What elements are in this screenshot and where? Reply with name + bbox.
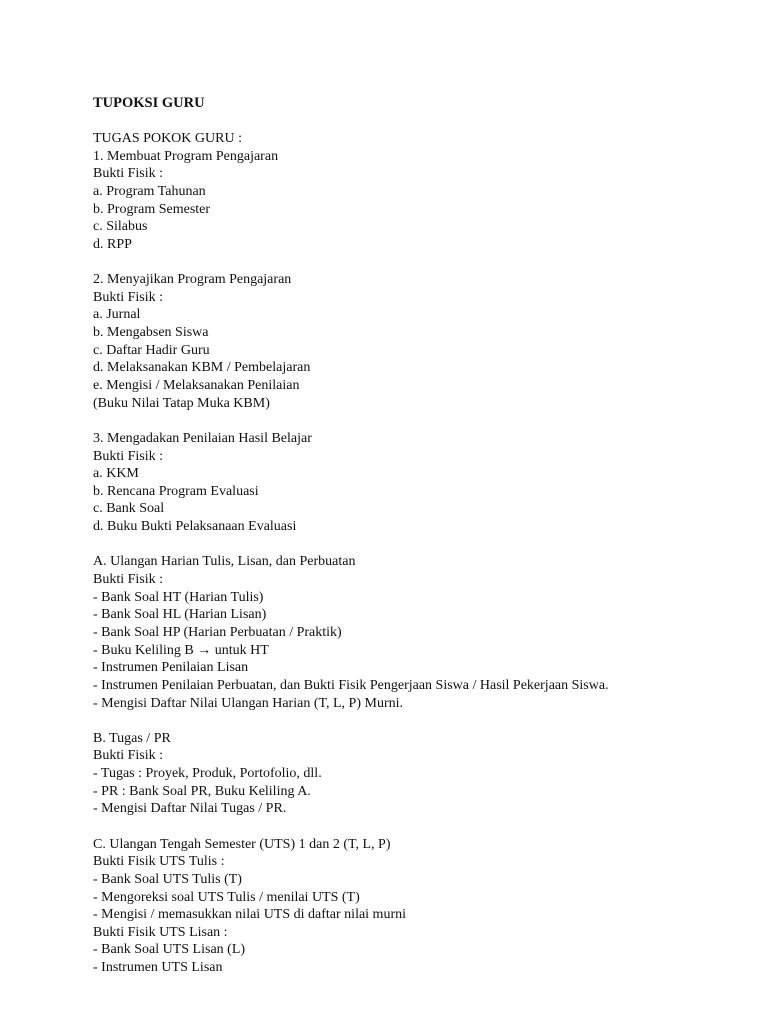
text-line: (Buku Nilai Tatap Muka KBM) [93, 395, 270, 411]
text-line: - PR : Bank Soal PR, Buku Keliling A. [93, 783, 311, 799]
text-line: - Buku Keliling B → untuk HT [93, 642, 269, 658]
document-body [93, 130, 609, 977]
text-line: Bukti Fisik : [93, 572, 164, 588]
text-line: - Mengisi / memasukkan nilai UTS di daftar nilai murni [93, 907, 406, 923]
blank-line [93, 253, 609, 271]
text-line: B. Tugas / PR [93, 730, 171, 746]
text-line: - Instrumen UTS Lisan [93, 960, 223, 976]
text-line: c. Bank Soal [93, 501, 165, 517]
text-line: Bukti Fisik UTS Lisan : [93, 924, 228, 940]
blank-line [93, 818, 609, 836]
text-line: Bukti Fisik : [93, 748, 164, 764]
text-line: Bukti Fisik : [93, 166, 164, 182]
text-line: 1. Membuat Program Pengajaran [93, 148, 279, 164]
text-line: a. KKM [93, 466, 139, 482]
blank-line [93, 536, 609, 554]
blank-line [93, 412, 609, 430]
text-line: - Mengisi Daftar Nilai Tugas / PR. [93, 801, 287, 817]
document-title: TUPOKSI GURU [93, 95, 205, 111]
text-line: d. Buku Bukti Pelaksanaan Evaluasi [93, 519, 297, 535]
text-line: - Bank Soal HT (Harian Tulis) [93, 589, 264, 605]
text-line: d. Melaksanakan KBM / Pembelajaran [93, 360, 311, 376]
text-line: - Bank Soal UTS Lisan (L) [93, 942, 246, 958]
blank-line [93, 712, 609, 730]
text-line: d. RPP [93, 236, 132, 252]
text-line: A. Ulangan Harian Tulis, Lisan, dan Perbuatan [93, 554, 356, 570]
text-line: 2. Menyajikan Program Pengajaran [93, 272, 292, 288]
text-line: - Instrumen Penilaian Perbuatan, dan Bukti Fisik Pengerjaan Siswa / Hasil Pekerjaan Siswa. [93, 677, 609, 693]
text-line: b. Program Semester [93, 201, 211, 217]
text-line: Bukti Fisik UTS Tulis : [93, 854, 225, 870]
text-line: b. Mengabsen Siswa [93, 325, 209, 341]
text-line: c. Daftar Hadir Guru [93, 342, 210, 358]
text-line: 3. Mengadakan Penilaian Hasil Belajar [93, 430, 312, 446]
text-line: Bukti Fisik : [93, 448, 164, 464]
text-line: e. Mengisi / Melaksanakan Penilaian [93, 377, 300, 393]
text-line: - Mengisi Daftar Nilai Ulangan Harian (T, L, P) Murni. [93, 695, 403, 711]
text-line: - Tugas : Proyek, Produk, Portofolio, dll. [93, 766, 322, 782]
text-line: TUGAS POKOK GURU : [93, 131, 242, 146]
text-line: Bukti Fisik : [93, 289, 164, 305]
text-line: - Bank Soal HP (Harian Perbuatan / Praktik) [93, 624, 342, 640]
text-line: - Mengoreksi soal UTS Tulis / menilai UTS (T) [93, 889, 360, 905]
text-line: c. Silabus [93, 219, 148, 235]
text-line: b. Rencana Program Evaluasi [93, 483, 259, 499]
text-line: - Bank Soal HL (Harian Lisan) [93, 607, 267, 623]
text-line: - Instrumen Penilaian Lisan [93, 660, 249, 676]
text-line: C. Ulangan Tengah Semester (UTS) 1 dan 2 (T, L, P) [93, 836, 391, 852]
text-line: a. Jurnal [93, 307, 141, 323]
text-line: a. Program Tahunan [93, 183, 206, 199]
text-line: - Bank Soal UTS Tulis (T) [93, 871, 242, 887]
